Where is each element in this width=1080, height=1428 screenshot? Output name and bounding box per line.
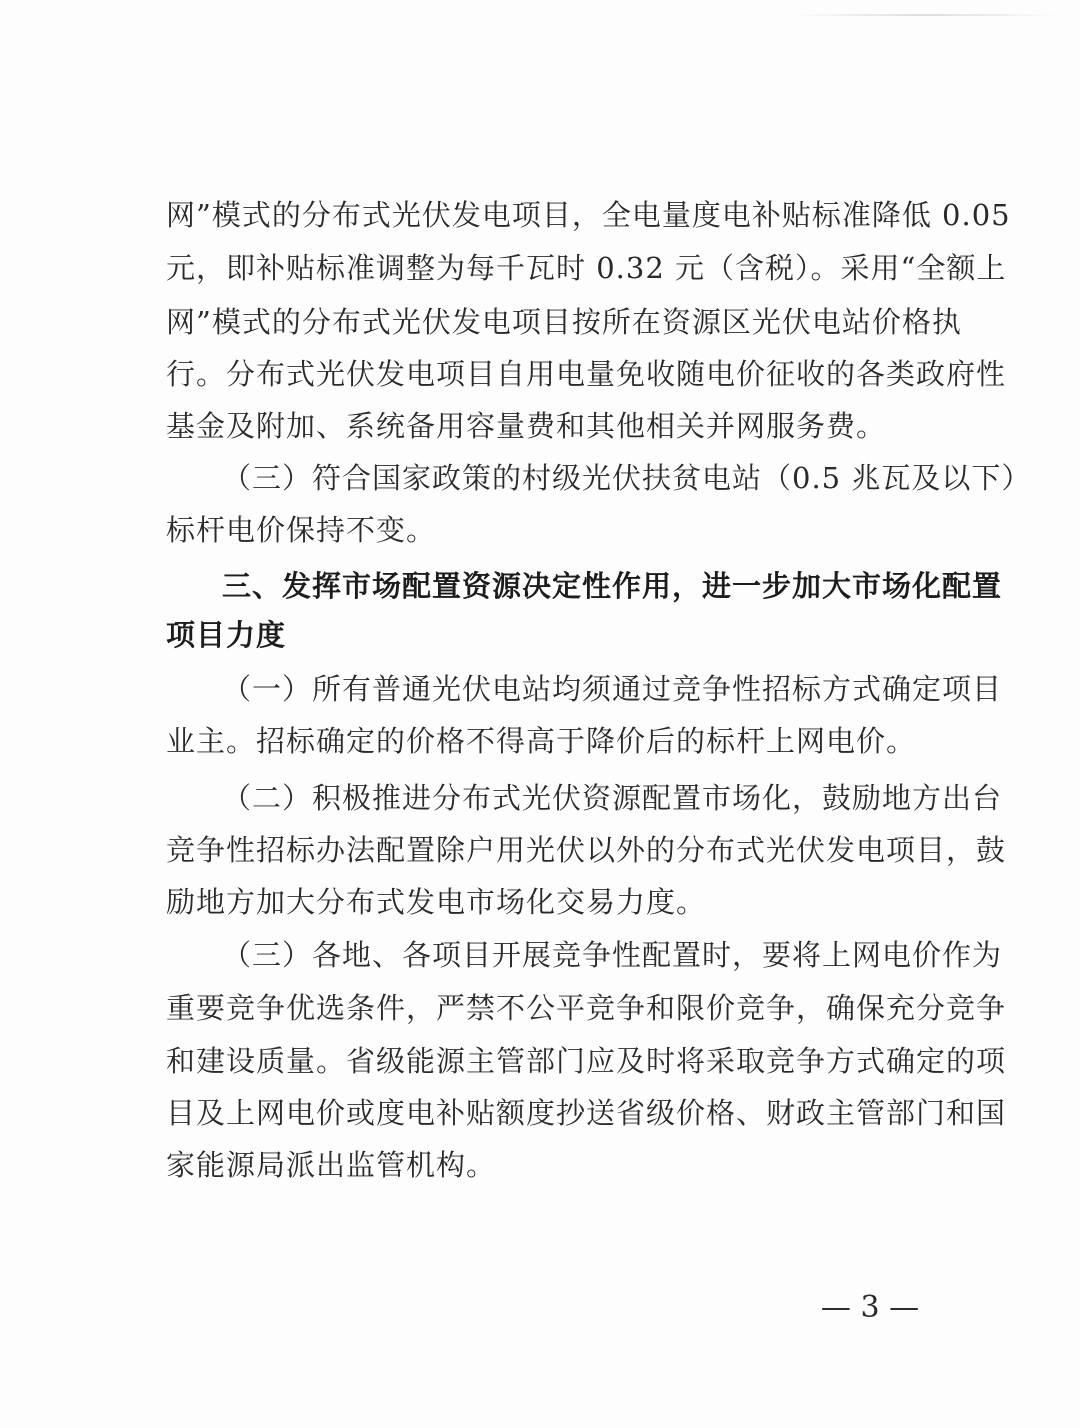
clause-3-line-1: （三）符合国家政策的村级光伏扶贫电站（0.5 兆瓦及以下） — [222, 461, 1032, 495]
body-line-2: 元，即补贴标准调整为每千瓦时 0.32 元（含税）。采用“全额上 — [166, 251, 1007, 285]
section-3-heading-line-2: 项目力度 — [166, 618, 287, 652]
item-3-line-4: 目及上网电价或度电补贴额度抄送省级价格、财政主管部门和国 — [166, 1096, 1007, 1130]
section-3-heading-line-1: 三、发挥市场配置资源决定性作用，进一步加大市场化配置 — [222, 569, 1003, 603]
item-3-line-3: 和建设质量。省级能源主管部门应及时将采取竞争方式确定的项 — [166, 1044, 1007, 1078]
item-1-line-2: 业主。招标确定的价格不得高于降价后的标杆上网电价。 — [166, 724, 917, 758]
item-2-line-3: 励地方加大分布式发电市场化交易力度。 — [166, 885, 707, 919]
item-2-line-1: （二）积极推进分布式光伏资源配置市场化，鼓励地方出台 — [222, 781, 1003, 815]
body-line-4: 行。分布式光伏发电项目自用电量免收随电价征收的各类政府性 — [166, 357, 1007, 391]
item-3-line-2: 重要竞争优选条件，严禁不公平竞争和限价竞争，确保充分竞争 — [166, 991, 1007, 1025]
clause-3-line-2: 标杆电价保持不变。 — [166, 513, 437, 547]
scan-edge-mark — [790, 14, 1060, 16]
body-line-3: 网”模式的分布式光伏发电项目按所在资源区光伏电站价格执 — [166, 305, 962, 339]
body-line-5: 基金及附加、系统备用容量费和其他相关并网服务费。 — [166, 409, 887, 443]
body-line-1: 网”模式的分布式光伏发电项目，全电量度电补贴标准降低 0.05 — [166, 198, 1011, 232]
item-3-line-1: （三）各地、各项目开展竞争性配置时，要将上网电价作为 — [222, 938, 1003, 972]
item-2-line-2: 竞争性招标办法配置除户用光伏以外的分布式光伏发电项目，鼓 — [166, 833, 1007, 867]
page-number: — 3 — — [820, 1290, 920, 1325]
item-3-line-5: 家能源局派出监管机构。 — [166, 1148, 497, 1182]
item-1-line-1: （一）所有普通光伏电站均须通过竞争性招标方式确定项目 — [222, 672, 1003, 706]
